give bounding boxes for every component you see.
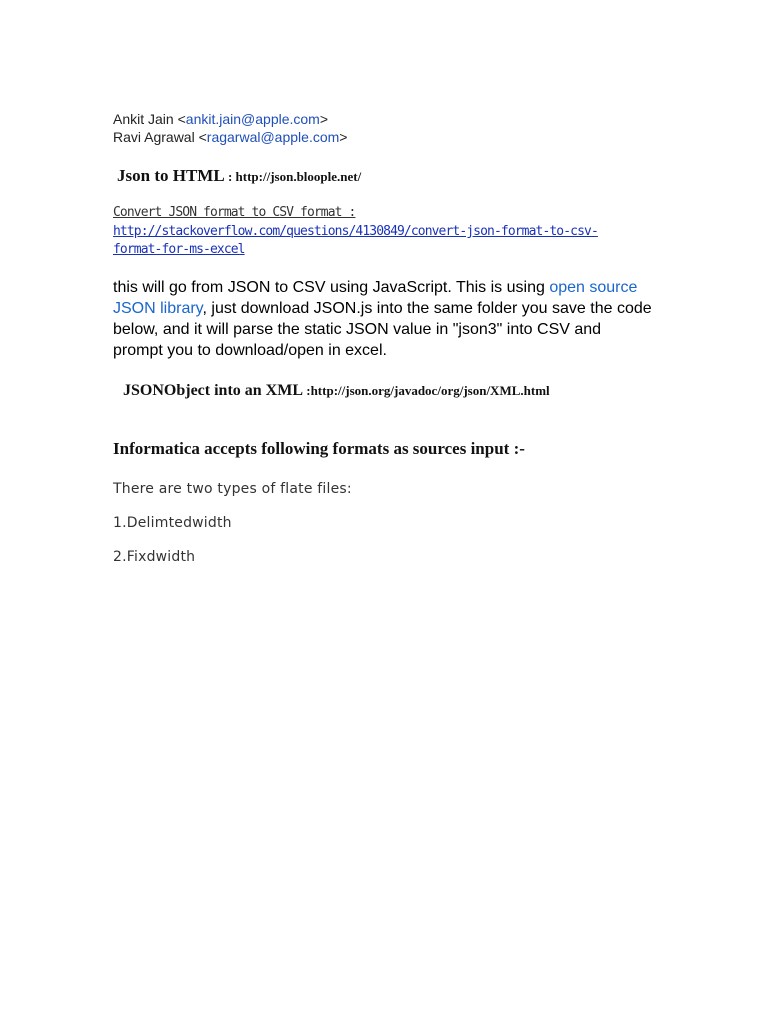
json-object-xml-line (123, 382, 550, 400)
contact-name: Ravi Agrawal (113, 129, 195, 145)
list-item: 2.Fixdwidth (113, 549, 196, 565)
json-object-xml-label: JSONObject into an XML (123, 382, 303, 399)
convert-csv-url-line2[interactable]: format-for-ms-excel (113, 242, 245, 257)
json-to-html-separator: : (224, 169, 236, 184)
list-item: 1.Delimtedwidth (113, 515, 232, 531)
json-csv-paragraph (113, 277, 653, 361)
informatica-heading: Informatica accepts following formats as sources input :- (113, 439, 525, 458)
contact-name: Ankit Jain (113, 111, 174, 127)
flat-files-intro: There are two types of flate files: (113, 481, 352, 497)
convert-csv-title: Convert JSON format to CSV format : (113, 205, 356, 220)
contact-email-link[interactable]: ragarwal@apple.com (206, 129, 340, 145)
json-to-html-url[interactable]: http://json.bloople.net/ (235, 169, 362, 184)
json-to-html-label: Json to HTML (117, 166, 225, 185)
contact-email-link[interactable]: ankit.jain@apple.com (185, 111, 320, 127)
paragraph-text-part1: this will go from JSON to CSV using JavaScript. This is using (113, 279, 550, 296)
paragraph-text-part2: , just download JSON.js into the same folder you save the code below, and it will parse the static JSON value in "json3" into CSV and prompt you to download/open in excel. (113, 300, 652, 359)
contact-line-ankit: Ankit Jain <ankit.jain@apple.com> (113, 111, 329, 127)
json-object-xml-url[interactable]: :http://json.org/javadoc/org/json/XML.html (303, 383, 550, 398)
convert-csv-url-line1[interactable]: http://stackoverflow.com/questions/4130849/convert-json-format-to-csv- (113, 224, 598, 239)
json-to-html-line (117, 166, 361, 186)
open-source-json-library-link[interactable]: open source JSON library (113, 279, 638, 317)
contact-line-ravi: Ravi Agrawal <ragarwal@apple.com> (113, 129, 348, 145)
